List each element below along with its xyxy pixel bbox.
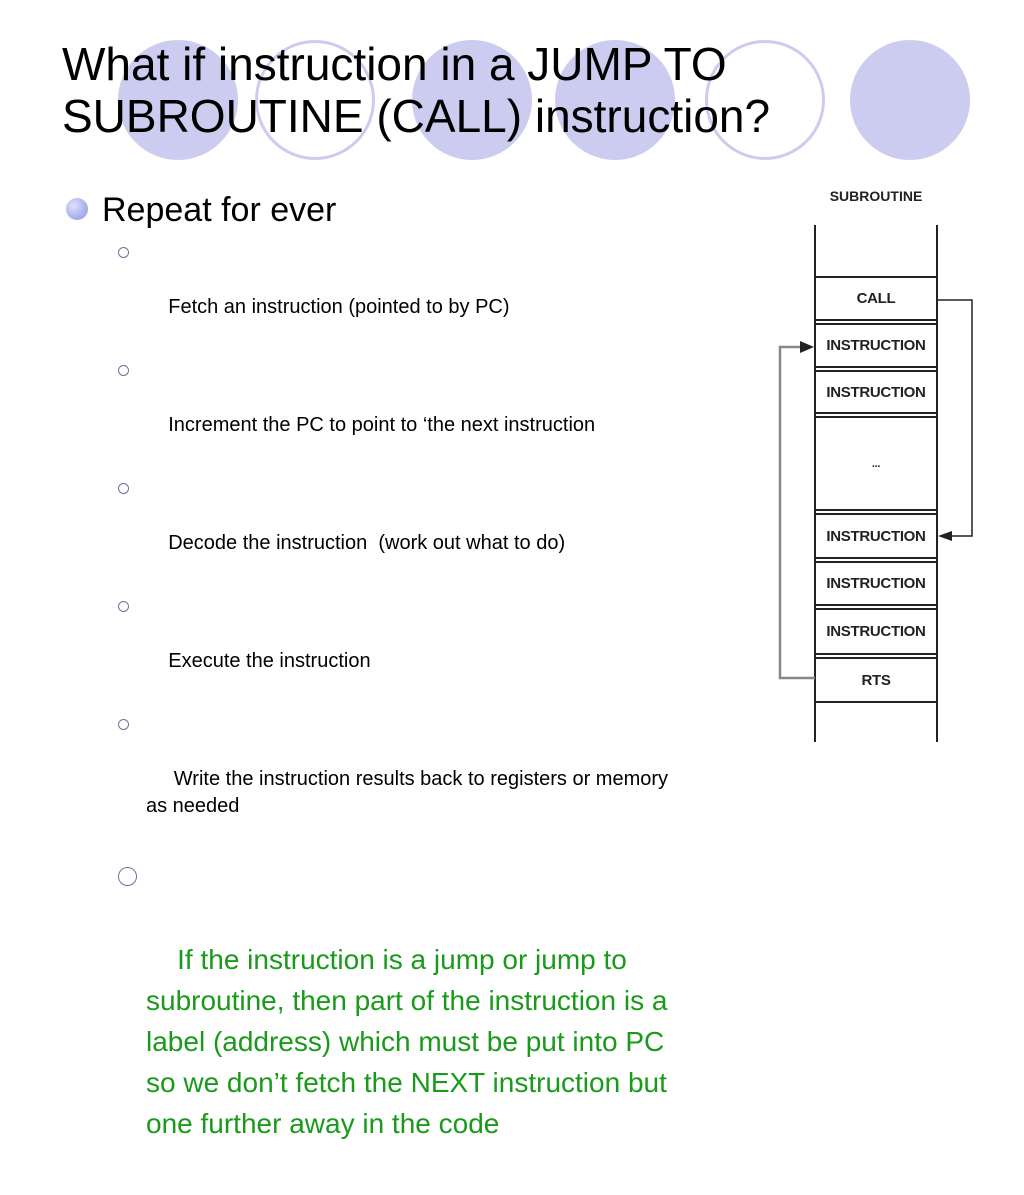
main-bullet-text: Repeat for ever: [102, 191, 337, 229]
highlight-bullet: [118, 857, 686, 1185]
sub-bullet-text: Write the instruction results back to registers or memory as needed: [146, 768, 674, 817]
sub-bullet-text: Execute the instruction: [168, 650, 371, 672]
diagram-cell-instruction: INSTRUCTION: [826, 337, 926, 354]
highlight-text: If the instruction is a jump or jump to subroutine, then part of the instruction is a label (address) which must be put into PC so we don’t fetch the NEXT instruction but one further away in the code: [146, 944, 676, 1139]
sub-bullet: [118, 594, 683, 702]
sub-bullet: [118, 358, 616, 466]
ring-bullet-icon: [118, 719, 129, 730]
diagram-cell-blank: [815, 225, 937, 277]
ring-bullet-icon: [118, 601, 129, 612]
sub-bullet: [118, 712, 683, 847]
main-bullet: [68, 190, 336, 230]
ring-bullet-icon: [118, 483, 129, 494]
diagram-cell-blank: [815, 702, 937, 742]
sub-bullet-text: Fetch an instruction (pointed to by PC): [168, 296, 510, 318]
diagram-cell-instruction: INSTRUCTION: [826, 575, 926, 592]
diagram-cell-instruction: INSTRUCTION: [826, 623, 926, 640]
diagram-cell-instruction: INSTRUCTION: [826, 383, 926, 401]
subroutine-diagram: [770, 180, 990, 750]
ring-bullet-icon: [118, 247, 129, 258]
ring-bullet-icon: [118, 867, 137, 886]
sub-bullet-list: [118, 240, 683, 1195]
diagram-cell-ellipsis: ...: [871, 457, 881, 470]
diagram-cell-rts: RTS: [861, 671, 891, 689]
ring-bullet-icon: [118, 365, 129, 376]
diagram-cell-call: CALL: [856, 290, 896, 307]
sub-bullet-text: Decode the instruction (work out what to do): [168, 532, 566, 554]
sub-bullet-text: Increment the PC to point to ‘the next instruction: [168, 414, 596, 436]
sub-bullet: [118, 476, 683, 584]
diagram-title: SUBROUTINE: [829, 188, 923, 204]
sub-bullet: [118, 240, 683, 348]
slide-title: What if instruction in a JUMP TO SUBROUTINE (CALL) instruction?: [62, 38, 771, 142]
bullet-dot-icon: [66, 198, 88, 220]
diagram-cell-instruction: INSTRUCTION: [826, 527, 926, 545]
